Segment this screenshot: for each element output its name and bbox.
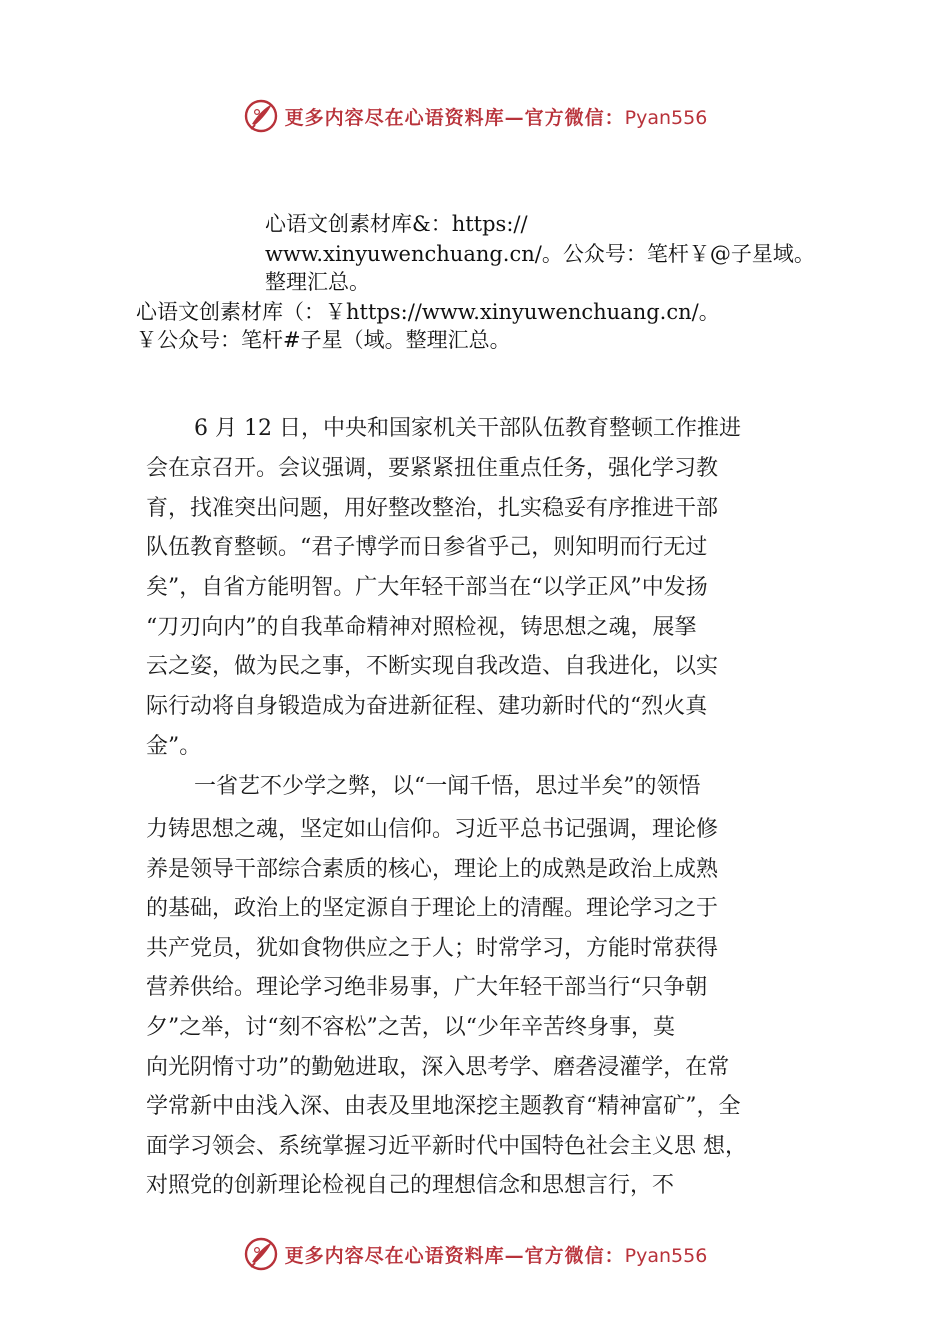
paragraph-line: 夕”之举，讨“刻不容松”之苦，以“少年辛苦终身事，莫 (146, 1015, 675, 1040)
quill-logo-icon (243, 98, 279, 134)
paragraph-line: 云之姿，做为民之事，不断实现自我改造、自我进化，以实 (146, 654, 719, 679)
paragraph-line: “刀刃向内”的自我革命精神对照检视，铸思想之魂，展拏 (146, 615, 697, 640)
notice-line-5: ￥公众号：笔杆#子星（域。整理汇总。 (136, 328, 511, 352)
wechat-handle: Pyan556 (624, 106, 708, 129)
paragraph-line: 共产党员，犹如食物供应之于人；时常学习，方能时常获得 (146, 936, 719, 961)
banner-text: 更多内容尽在心语资料库—官方微信：Pyan556 (284, 1244, 708, 1267)
banner-text: 更多内容尽在心语资料库—官方微信：Pyan556 (284, 106, 708, 129)
paragraph-line: 养是领导干部综合素质的核心，理论上的成熟是政治上成熟 (146, 857, 719, 882)
paragraph-line: 金”。 (146, 734, 202, 759)
notice-line-4: 心语文创素材库（：￥https://www.xinyuwenchuang.cn/。 (136, 300, 720, 324)
paragraph-line: 育，找准突出问题，用好整改整治，扎实稳妥有序推进干部 (146, 496, 719, 521)
paragraph-line: 际行动将自身锻造成为奋进新征程、建功新时代的“烈火真 (146, 694, 708, 719)
paragraph-line: 对照党的创新理论检视自己的理想信念和思想言行，不 (146, 1173, 675, 1198)
paragraph-line: 矣”，自省方能明智。广大年轻干部当在“以学正风”中发扬 (146, 575, 708, 600)
paragraph-line: 一省艺不少学之弊，以“一闻千悟，思过半矣”的领悟 (194, 774, 701, 799)
paragraph-line: 力铸思想之魂，坚定如山信仰。习近平总书记强调，理论修 (146, 817, 719, 842)
paragraph-line: 会在京召开。会议强调，要紧紧扭住重点任务，强化学习教 (146, 456, 719, 481)
paragraph-line: 的基础，政治上的坚定源自于理论上的清醒。理论学习之于 (146, 896, 719, 921)
notice-line-3: 整理汇总。 (265, 270, 370, 294)
quill-logo-icon (243, 1236, 279, 1272)
paragraph-line: 队伍教育整顿。“君子博学而日参省乎己，则知明而行无过 (146, 535, 708, 560)
header-banner (0, 96, 950, 136)
wechat-handle: Pyan556 (624, 1244, 708, 1267)
paragraph-line: 6 月 12 日，中央和国家机关干部队伍教育整顿工作推进 (194, 416, 741, 441)
paragraph-line: 面学习领会、系统掌握习近平新时代中国特色社会主义思 想， (146, 1134, 747, 1159)
notice-line-2: www.xinyuwenchuang.cn/。公众号：笔杆￥@子星域。 (265, 242, 815, 266)
paragraph-line: 向光阴惰寸功”的勤勉进取，深入思考学、磨砻浸灌学，在常 (146, 1055, 730, 1080)
paragraph-line: 学常新中由浅入深、由表及里地深挖主题教育“精神富矿”，全 (146, 1094, 741, 1119)
notice-line-1: 心语文创素材库&：https:// (265, 212, 528, 236)
footer-banner (0, 1234, 950, 1274)
paragraph-line: 营养供给。理论学习绝非易事，广大年轻干部当行“只争朝 (146, 975, 708, 1000)
